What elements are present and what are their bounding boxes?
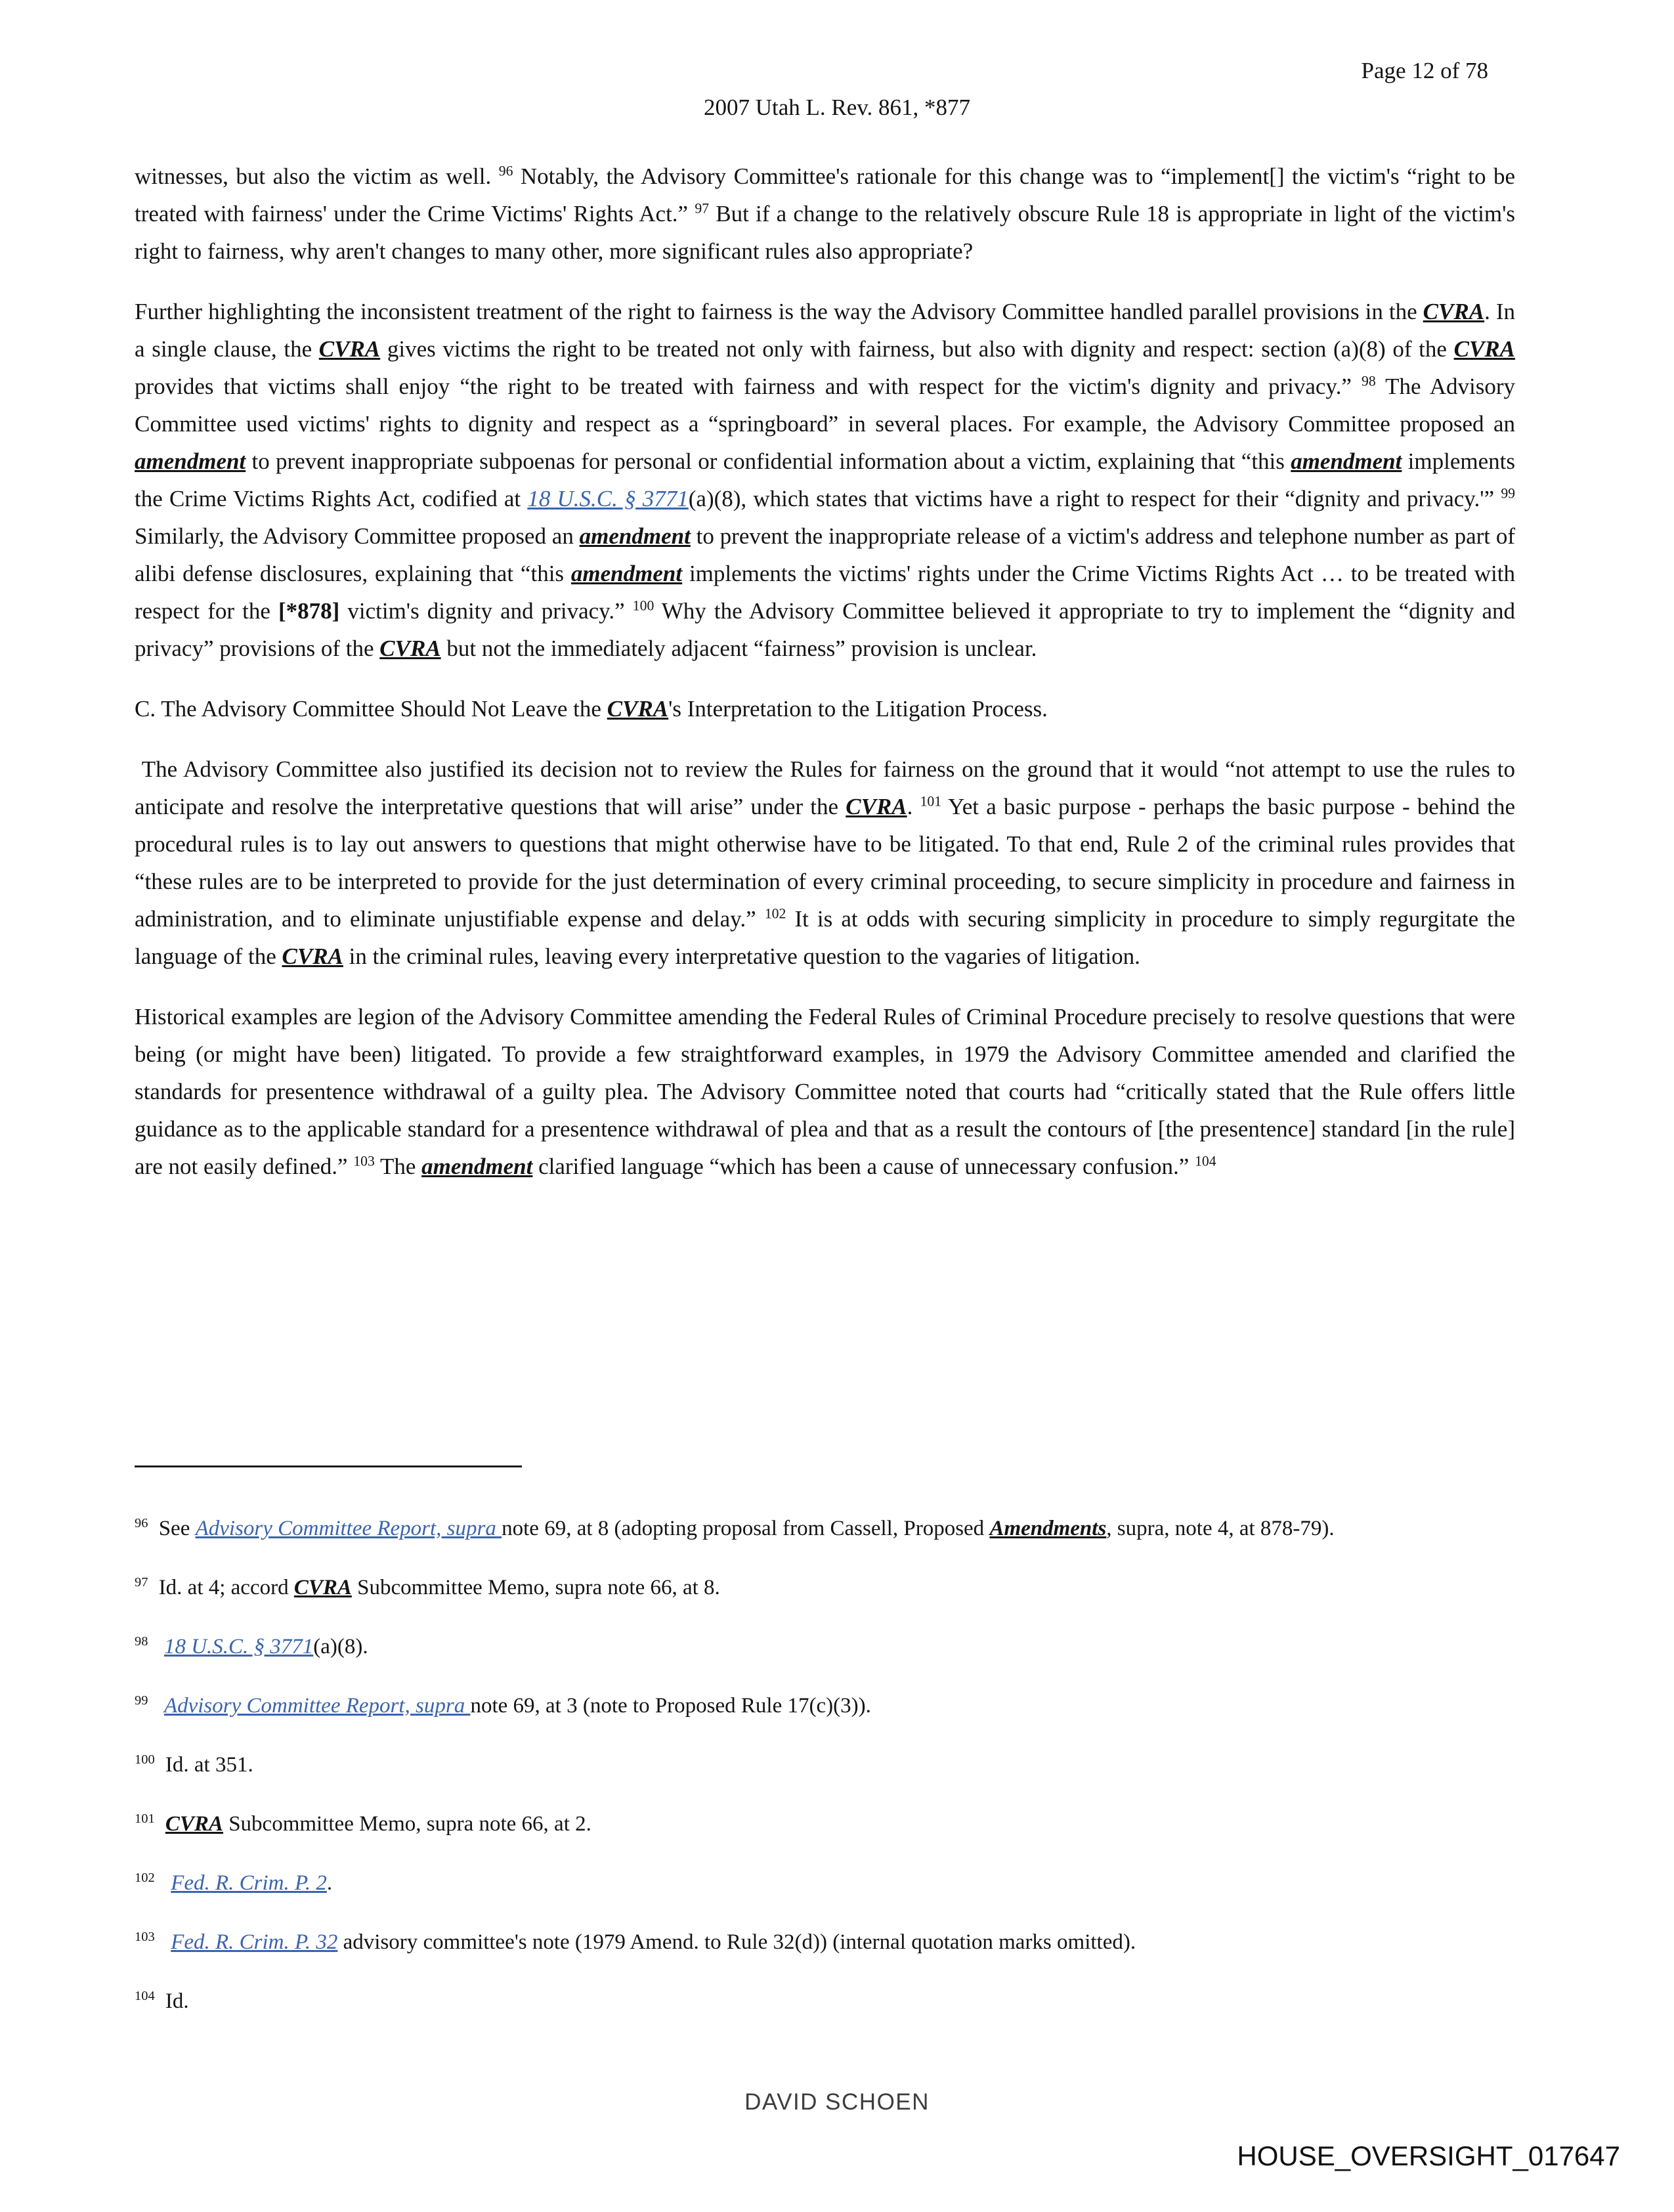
text-run: Historical examples are legion of the Advisory Committee amending the Federal Rules of Criminal Procedure precisely to resolve questions that were being (or might have been) litigated. To provide a few straightforward examples, in 1979 the Advisory Committee amended and clarified the standards for presentence withdrawal of a guilty plea. The Advisory Committee noted that courts had “critically stated that the Rule offers little guidance as to the applicable standard for a presentence withdrawal of plea and that as a result the contours of [the presentence] standard [in the rule] are not easily defined.” <box>135 1004 1515 1179</box>
paragraph-2 <box>135 293 1515 667</box>
emphasized-term: amendment <box>579 523 691 549</box>
footnote-ref: 101 <box>920 793 942 810</box>
paragraph-3 <box>135 750 1515 975</box>
paragraph-1 <box>135 158 1515 270</box>
footnotes-section <box>135 1513 1515 2045</box>
bold-text: [*878] <box>278 598 340 624</box>
footnote-ref: 96 <box>498 163 513 179</box>
footnote-ref: 101 <box>135 1811 155 1826</box>
paragraph-4 <box>135 998 1515 1185</box>
footnote-96 <box>135 1513 1515 1544</box>
document-link[interactable]: Advisory Committee Report, supra <box>195 1517 502 1540</box>
footnote-ref: 103 <box>135 1930 155 1944</box>
text-run: in the criminal rules, leaving every interpretative question to the vagaries of litigation. <box>343 943 1140 969</box>
footnote-separator-rule <box>135 1465 522 1467</box>
text-run <box>160 1812 165 1836</box>
text-run: Subcommittee Memo, supra note 66, at 8. <box>351 1576 720 1599</box>
text-run: to prevent inappropriate subpoenas for personal or confidential information about a victim, explaining that “this <box>246 448 1291 474</box>
text-run <box>153 1694 164 1718</box>
footnote-102 <box>135 1868 1515 1898</box>
text-run: . <box>907 794 920 819</box>
footnote-ref: 98 <box>1362 373 1376 389</box>
text-run: implements the Crime Victims Rights Act, codified at <box>135 448 1515 511</box>
footnote-101 <box>135 1809 1515 1839</box>
section-heading <box>135 690 1515 727</box>
text-run <box>160 1871 171 1895</box>
citation-header: 2007 Utah L. Rev. 861, *877 <box>703 95 971 120</box>
footnote-ref: 104 <box>1195 1153 1216 1169</box>
text-run: to prevent the inappropriate release of a victim's address and telephone number as part of alibi defense disclosures, explaining that “this <box>135 523 1515 586</box>
emphasized-term: amendment <box>421 1154 533 1179</box>
footnote-ref: 104 <box>135 1989 155 2003</box>
text-run: Similarly, the Advisory Committee proposed an <box>135 523 580 549</box>
text-run: witnesses, but also the victim as well. <box>135 163 499 189</box>
text-run: The Advisory Committee used victims' rights to dignity and respect as a “springboard” in several places. For example, the Advisory Committee proposed an <box>135 374 1515 437</box>
footnote-ref: 103 <box>353 1153 375 1169</box>
emphasized-term: CVRA <box>1453 336 1515 362</box>
footnote-100 <box>135 1750 1515 1780</box>
footnote-ref: 100 <box>135 1752 155 1767</box>
footnote-ref: 96 <box>135 1516 148 1530</box>
text-run: 's Interpretation to the Litigation Process. <box>668 696 1048 722</box>
text-run: but not the immediately adjacent “fairness” provision is unclear. <box>440 636 1037 661</box>
document-link[interactable]: Fed. R. Crim. P. 32 <box>171 1930 338 1954</box>
text-run <box>160 1930 171 1954</box>
footnote-ref: 99 <box>1501 485 1515 502</box>
text-run: implements the victims' rights under the Crime Victims Rights Act … to be treated with respect for the <box>135 561 1515 624</box>
text-run: , supra, note 4, at 878-79). <box>1106 1517 1335 1540</box>
footnote-ref: 97 <box>695 200 709 217</box>
text-run: Notably, the Advisory Committee's rationale for this change was to “implement[] the victim's “right to be treated with fairness' under the Crime Victims' Rights Act.” <box>135 163 1515 227</box>
text-run: Why the Advisory Committee believed it appropriate to try to implement the “dignity and privacy” provisions of the <box>135 598 1515 661</box>
document-body <box>135 158 1515 1208</box>
emphasized-term: CVRA <box>846 794 907 819</box>
text-run: . <box>326 1871 333 1895</box>
emphasized-term: amendment <box>570 561 683 586</box>
text-run: gives victims the right to be treated not only with fairness, but also with dignity and respect: section (a)(8) of the <box>380 336 1454 362</box>
footnote-98 <box>135 1632 1515 1662</box>
text-run <box>153 1635 164 1659</box>
footnote-ref: 97 <box>135 1575 148 1590</box>
emphasized-term: CVRA <box>318 336 381 362</box>
document-link[interactable]: 18 U.S.C. § 3771 <box>527 486 689 511</box>
text-run: C. The Advisory Committee Should Not Leave the <box>135 696 607 722</box>
footnote-ref: 100 <box>632 597 655 614</box>
text-run: Id. at 351. <box>160 1753 253 1777</box>
page-indicator: Page 12 of 78 <box>1361 58 1488 83</box>
emphasized-term: CVRA <box>282 943 343 969</box>
text-run: note 69, at 3 (note to Proposed Rule 17(c)(3)). <box>470 1694 871 1718</box>
text-run: note 69, at 8 (adopting proposal from Cassell, Proposed <box>502 1517 990 1540</box>
text-run: Further highlighting the inconsistent treatment of the right to fairness is the way the Advisory Committee handled parallel provisions in the <box>135 299 1423 324</box>
emphasized-term: Amendments <box>989 1517 1107 1540</box>
author-name: DAVID SCHOEN <box>744 2089 930 2115</box>
footnote-ref: 99 <box>135 1693 148 1708</box>
emphasized-term: CVRA <box>293 1576 352 1599</box>
footnote-ref: 98 <box>135 1634 148 1649</box>
text-run: The Advisory Committee also justified its decision not to review the Rules for fairness on the ground that it would “not attempt to use the rules to anticipate and resolve the interpretative questions that will arise” under the <box>135 756 1515 819</box>
footnote-103 <box>135 1927 1515 1957</box>
text-run: But if a change to the relatively obscure Rule 18 is appropriate in light of the victim's right to fairness, why aren't changes to many other, more significant rules also appropriate? <box>135 201 1515 264</box>
text-run: Id. at 4; accord <box>153 1576 294 1599</box>
text-run: Yet a basic purpose - perhaps the basic purpose - behind the procedural rules is to lay out answers to questions that might otherwise have to be litigated. To that end, Rule 2 of the criminal rules provides that “these rules are to be interpreted to provide for the just determination of every criminal proceeding, to secure simplicity in procedure and fairness in administration, and to eliminate unjustifiable expense and delay.” <box>135 794 1515 932</box>
emphasized-term: amendment <box>135 448 246 474</box>
footnote-ref: 102 <box>135 1871 155 1885</box>
text-run: clarified language “which has been a cause of unnecessary confusion.” <box>532 1154 1195 1179</box>
emphasized-term: amendment <box>1291 448 1402 474</box>
text-run: (a)(8), which states that victims have a right to respect for their “dignity and privacy.'” <box>688 486 1501 511</box>
text-run: Id. <box>160 1989 189 2013</box>
text-run: (a)(8). <box>313 1635 368 1659</box>
text-run: advisory committee's note (1979 Amend. to Rule 32(d)) (internal quotation marks omitted). <box>337 1930 1136 1954</box>
text-run: The <box>374 1154 422 1179</box>
text-run: Subcommittee Memo, supra note 66, at 2. <box>223 1812 591 1836</box>
footnote-104 <box>135 1986 1515 2016</box>
emphasized-term: CVRA <box>607 696 669 722</box>
text-run: provides that victims shall enjoy “the right to be treated with fairness and with respect for the victim's dignity and privacy.” <box>135 374 1362 399</box>
emphasized-term: CVRA <box>379 636 441 661</box>
bates-number: HOUSE_OVERSIGHT_017647 <box>1237 2140 1620 2171</box>
text-run: victim's dignity and privacy.” <box>339 598 633 624</box>
footnote-97 <box>135 1572 1515 1603</box>
emphasized-term: CVRA <box>165 1812 223 1836</box>
document-link[interactable]: Advisory Committee Report, supra <box>163 1694 471 1718</box>
emphasized-term: CVRA <box>1423 299 1485 324</box>
text-run: . In a single clause, the <box>135 299 1516 362</box>
text-run: See <box>153 1517 196 1540</box>
footnote-99 <box>135 1691 1515 1721</box>
document-link[interactable]: Fed. R. Crim. P. 2 <box>171 1871 327 1895</box>
document-link[interactable]: 18 U.S.C. § 3771 <box>163 1635 314 1659</box>
text-run: It is at odds with securing simplicity in procedure to simply regurgitate the language of the <box>135 906 1515 969</box>
footnote-ref: 102 <box>764 905 786 922</box>
